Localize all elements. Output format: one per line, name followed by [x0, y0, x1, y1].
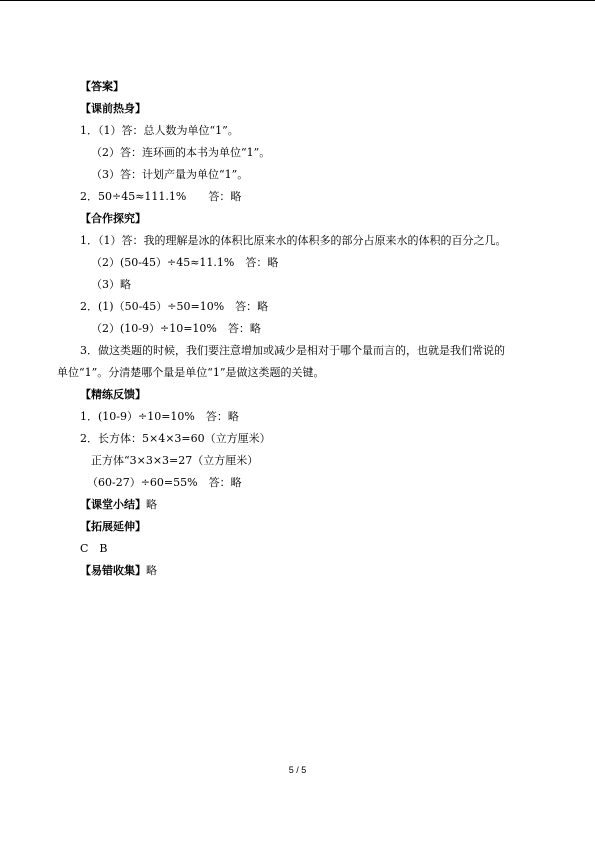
warmup-answer-1-1: 1．（1）答：总人数为单位“1”。: [80, 124, 239, 137]
summary-row: [80, 498, 157, 512]
cooperation-answer-2-2: （2）(10-9）÷10=10% 答：略: [91, 322, 261, 335]
warmup-heading: 【课前热身】: [80, 102, 146, 115]
cooperation-answer-3-line-1: 3．做这类题的时候，我们要注意增加或减少是相对于哪个量而言的，也就是我们常说的: [80, 344, 505, 357]
summary-heading: 【课堂小结】: [80, 498, 146, 511]
practice-heading: 【精练反馈】: [80, 388, 146, 401]
extension-heading: 【拓展延伸】: [80, 520, 146, 533]
errors-text: 略: [146, 564, 157, 577]
warmup-answer-1-3: （3）答：计划产量为单位“1”。: [91, 168, 249, 181]
cooperation-answer-3-line-2: 单位“1”。分清楚哪个量是单位“1”是做这类题的关键。: [57, 366, 325, 379]
page-number: 5 / 5: [288, 765, 307, 775]
cooperation-answer-1-3: （3）略: [91, 278, 131, 291]
errors-row: [80, 564, 157, 578]
cooperation-heading: 【合作探究】: [80, 212, 146, 225]
cooperation-answer-2-1: 2．(1)（50-45）÷50=10% 答：略: [80, 300, 269, 313]
practice-answer-2-3: （60-27）÷60=55% 答：略: [87, 476, 242, 489]
errors-heading: 【易错收集】: [80, 564, 146, 577]
warmup-answer-2: 2．50÷45≈111.1% 答：略: [80, 190, 242, 203]
answer-heading: 【答案】: [80, 80, 124, 93]
warmup-answer-1-2: （2）答：连环画的本书为单位“1”。: [91, 146, 271, 159]
top-border-line: [0, 0, 595, 1]
summary-text: 略: [146, 498, 157, 511]
cooperation-answer-1-2: （2）(50-45）÷45≈11.1% 答：略: [91, 256, 279, 269]
practice-answer-2-1: 2．长方体：5×4×3=60（立方厘米）: [80, 432, 271, 445]
extension-answer: C B: [80, 542, 108, 555]
cooperation-answer-1-1: 1．（1）答：我的理解是冰的体积比原来水的体积多的部分占原来水的体积的百分之几。: [80, 234, 507, 247]
practice-answer-2-2: 正方体“3×3×3=27（立方厘米）: [91, 454, 259, 467]
practice-answer-1: 1．(10-9）÷10=10% 答：略: [80, 410, 239, 423]
